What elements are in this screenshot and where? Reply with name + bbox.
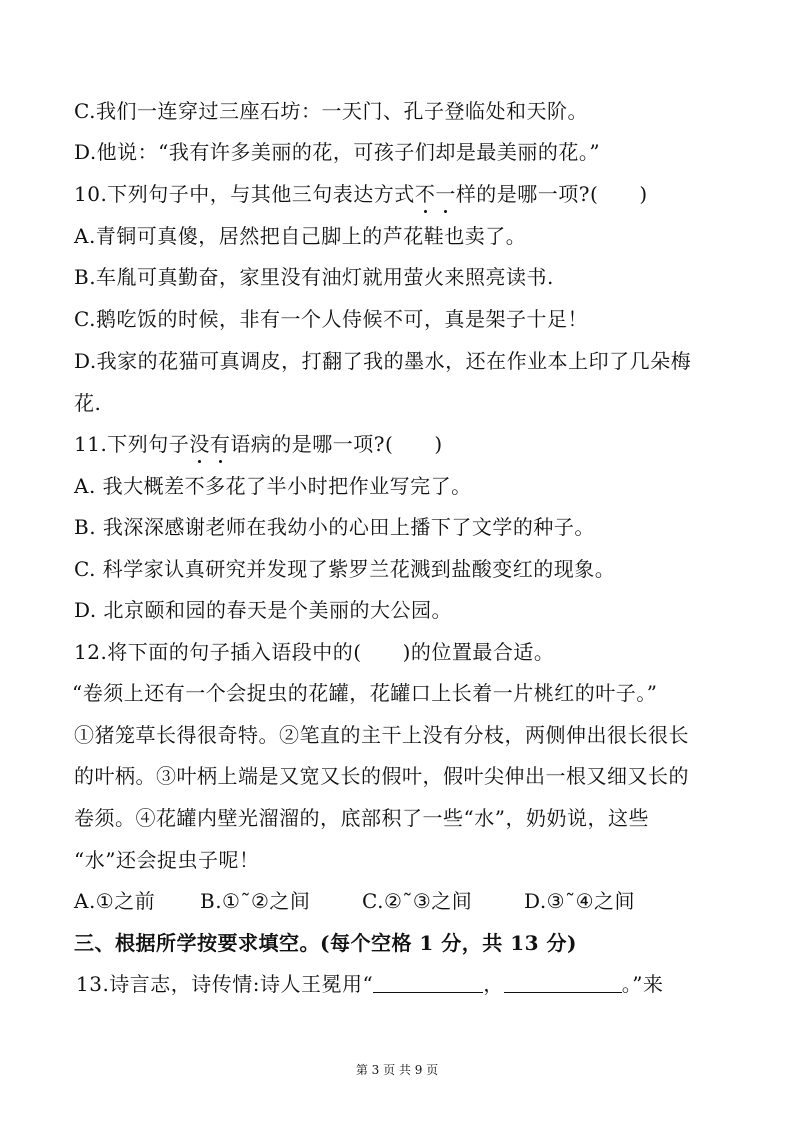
q10-emphasis-1: 不 xyxy=(414,182,436,206)
q12-paragraph-line-3: 卷须。④花罐内壁光溜溜的，底部积了一些“水”，奶奶说，这些 xyxy=(74,806,649,830)
q13-blank-1 xyxy=(373,974,483,993)
q13-text-pre: 13.诗言志，诗传情:诗人王冕用“ xyxy=(76,972,374,996)
q12-paragraph-line-2: 的叶柄。③叶柄上端是又宽又长的假叶，假叶尖伸出一根又细又长的 xyxy=(74,764,689,788)
page-number: 第 3 页 共 9 页 xyxy=(355,1063,439,1077)
q11-emphasis-1: 没 xyxy=(189,432,210,456)
q12-option-c: C.②˜③之间 xyxy=(362,889,473,913)
q12-option-a: A.①之前 xyxy=(74,889,156,913)
option-d-q11: D. 北京颐和园的春天是个美丽的大公园。 xyxy=(74,598,453,622)
q12-insert-sentence: “卷须上还有一个会捉虫的花罐，花罐口上长着一片桃红的叶子。” xyxy=(72,681,658,705)
q13-text-post: 。”来 xyxy=(621,972,664,996)
q11-emphasis-2: 有 xyxy=(209,432,231,456)
option-c-q9: C.我们一连穿过三座石坊：一天门、孔子登临处和天阶。 xyxy=(74,99,588,123)
q12-options xyxy=(74,889,635,913)
q13-blank-2 xyxy=(504,974,622,993)
option-d-q10: D.我家的花猫可真调皮，打翻了我的墨水，还在作业本上印了几朵梅 xyxy=(74,349,692,373)
q10-text-pre: 10.下列句子中，与其他三句表达方式 xyxy=(74,182,415,206)
option-d-q9: D.他说：“我有许多美丽的花，可孩子们却是最美丽的花。” xyxy=(74,140,601,164)
option-d-q10-cont: 花. xyxy=(74,391,102,415)
q10-text-post: 样的是哪一项?( ) xyxy=(455,182,648,206)
q12-paragraph-line-1: ①猪笼草长得很奇特。②笔直的主干上没有分枝，两侧伸出很长很长 xyxy=(74,723,689,747)
q12-paragraph-line-4: “水”还会捉虫子呢！ xyxy=(74,848,260,872)
option-a-q11: A. 我大概差不多花了半小时把作业写完了。 xyxy=(74,474,472,498)
option-b-q11: B. 我深深感谢老师在我幼小的心田上播下了文学的种子。 xyxy=(74,515,595,539)
question-13 xyxy=(76,972,664,996)
option-b-q10: B.车胤可真勤奋，家里没有油灯就用萤火来照亮读书. xyxy=(74,265,554,289)
option-c-q11: C. 科学家认真研究并发现了紫罗兰花溅到盐酸变红的现象。 xyxy=(74,557,616,581)
q13-text-mid: ， xyxy=(483,972,504,996)
question-10 xyxy=(74,182,648,206)
q12-option-d: D.③˜④之间 xyxy=(524,889,636,913)
q12-option-b: B.①˜②之间 xyxy=(200,889,311,913)
option-c-q10: C.鹅吃饭的时候，非有一个人侍候不可，真是架子十足！ xyxy=(74,307,588,331)
section-3-heading: 三、根据所学按要求填空。(每个空格 1 分，共 13 分) xyxy=(74,931,578,955)
q11-text-post: 语病的是哪一项?( ) xyxy=(230,432,443,456)
question-12: 12.将下面的句子插入语段中的( )的位置最合适。 xyxy=(74,640,555,664)
q11-text-pre: 11.下列句子 xyxy=(74,432,190,456)
q10-emphasis-2: 一 xyxy=(435,182,456,206)
question-11 xyxy=(74,432,443,456)
option-a-q10: A.青铜可真傻，居然把自己脚上的芦花鞋也卖了。 xyxy=(74,224,527,248)
